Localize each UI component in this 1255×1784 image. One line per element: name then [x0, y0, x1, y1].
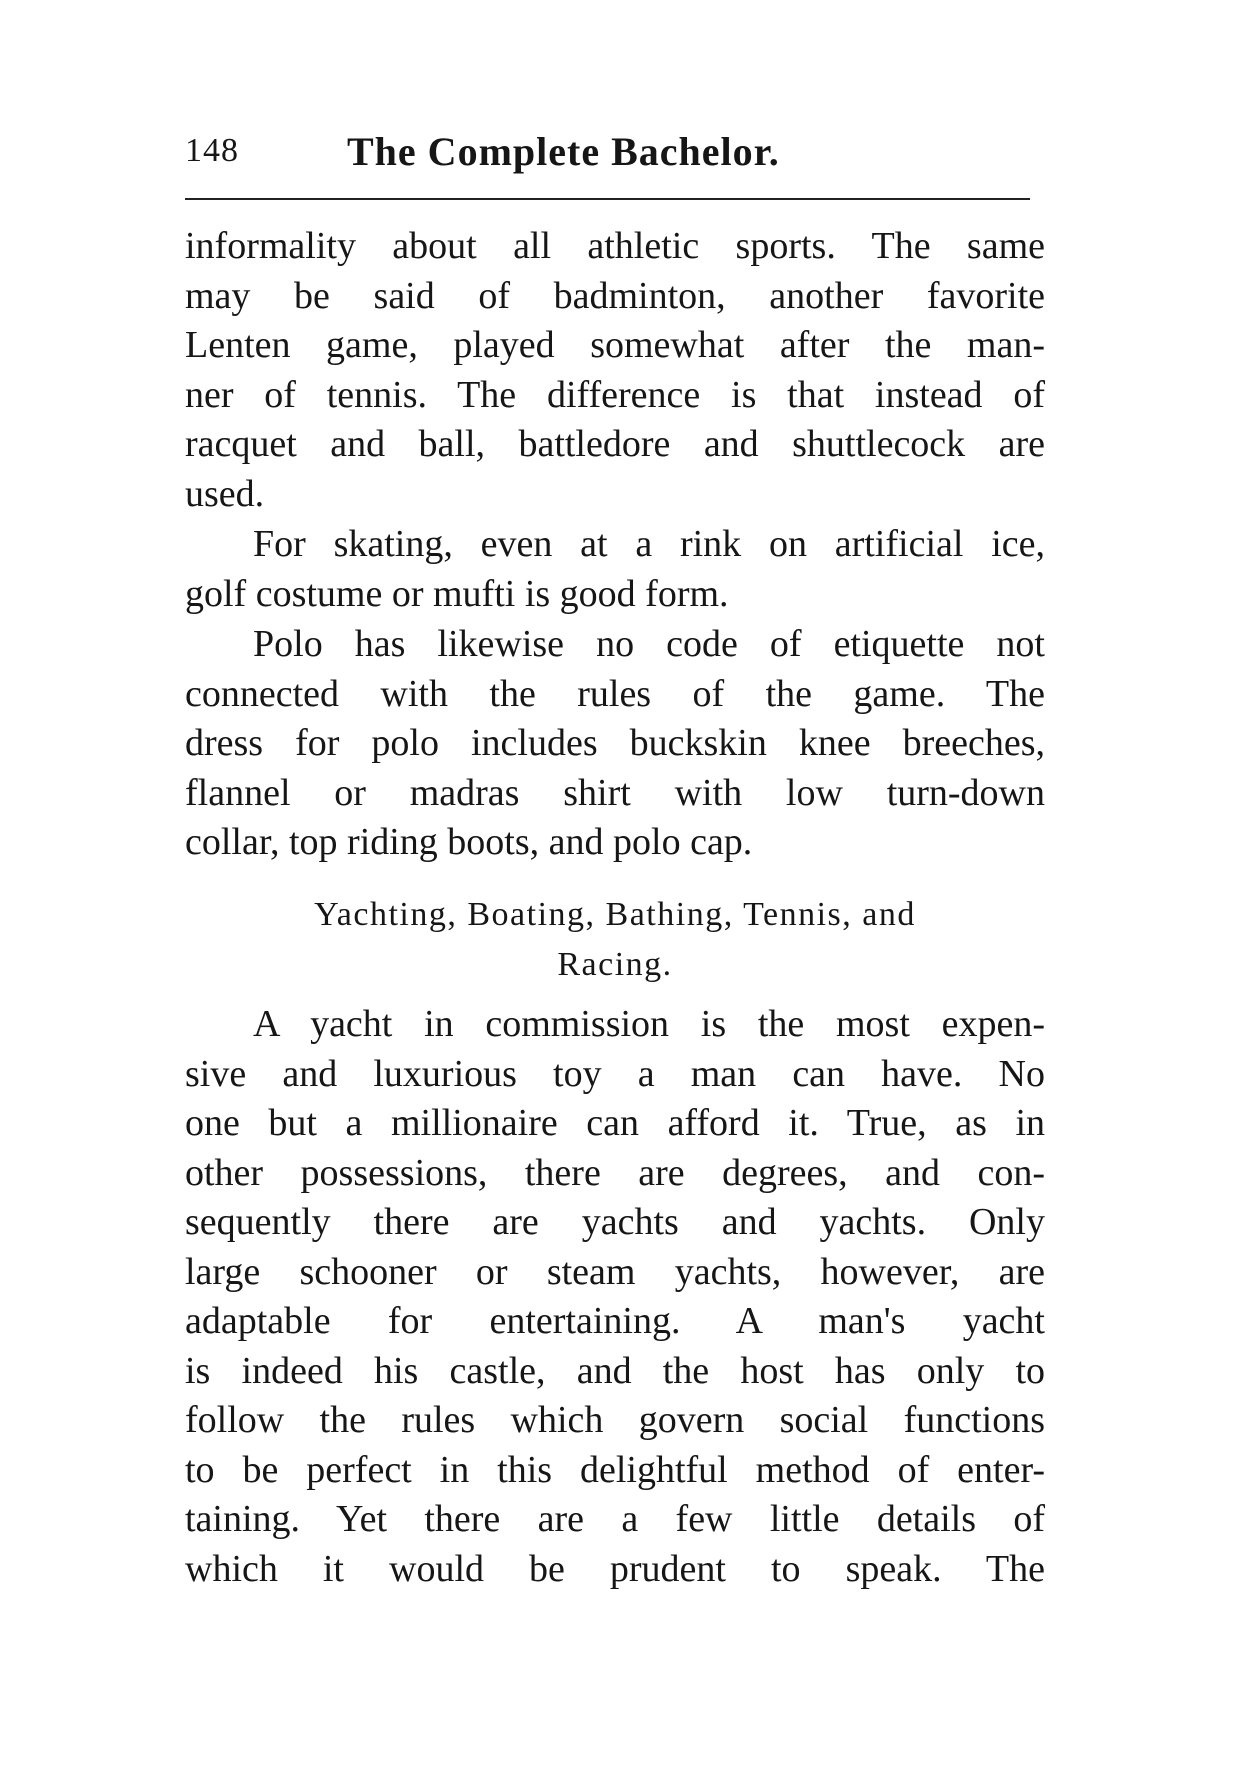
paragraph-yachting	[185, 1000, 1045, 1594]
text-line: Lenten game, played somewhat after the man-	[185, 324, 1045, 366]
text-line: sive and luxurious toy a man can have. No	[185, 1052, 1045, 1095]
text-line: collar, top riding boots, and polo cap.	[185, 821, 753, 863]
page-number: 148	[185, 132, 239, 169]
running-title: The Complete Bachelor.	[347, 129, 780, 174]
text-line: taining. Yet there are a few little details of	[185, 1498, 1045, 1540]
text-line: racquet and ball, battledore and shuttlecock are	[185, 423, 1045, 465]
text-line: dress for polo includes buckskin knee breeches,	[185, 722, 1045, 764]
text-line: golf costume or mufti is good form.	[185, 572, 729, 615]
text-line: informality about all athletic sports. The same	[185, 225, 1045, 267]
paragraph-skating	[185, 520, 1045, 619]
text-line: adaptable for entertaining. A man's yacht	[185, 1300, 1045, 1342]
text-line: other possessions, there are degrees, and con-	[185, 1151, 1045, 1194]
section-heading	[185, 890, 1045, 989]
heading-line: Yachting, Boating, Bathing, Tennis, and	[314, 896, 916, 933]
text-line: to be perfect in this delightful method of enter-	[185, 1448, 1045, 1491]
text-line: used.	[185, 472, 265, 515]
text-line: is indeed his castle, and the host has only to	[185, 1349, 1045, 1392]
text-line: For skating, even at a rink on artificial ice,	[253, 523, 1045, 565]
paragraph-badminton	[185, 222, 1045, 519]
paragraph-polo	[185, 620, 1045, 868]
heading-line: Racing.	[557, 945, 673, 983]
text-line: which it would be prudent to speak. The	[185, 1547, 1045, 1590]
page-header	[185, 128, 1045, 188]
text-line: ner of tennis. The difference is that instead of	[185, 373, 1045, 416]
text-line: connected with the rules of the game. The	[185, 672, 1045, 715]
text-line: one but a millionaire can afford it. True, as in	[185, 1102, 1045, 1144]
text-line: follow the rules which govern social functions	[185, 1399, 1045, 1441]
text-line: flannel or madras shirt with low turn-down	[185, 771, 1045, 814]
text-line: may be said of badminton, another favorite	[185, 274, 1045, 317]
text-line: sequently there are yachts and yachts. Only	[185, 1201, 1045, 1243]
header-rule	[185, 198, 1030, 200]
text-line: A yacht in commission is the most expen-	[253, 1003, 1045, 1045]
text-line: large schooner or steam yachts, however, are	[185, 1250, 1045, 1293]
text-line: Polo has likewise no code of etiquette not	[253, 623, 1045, 665]
